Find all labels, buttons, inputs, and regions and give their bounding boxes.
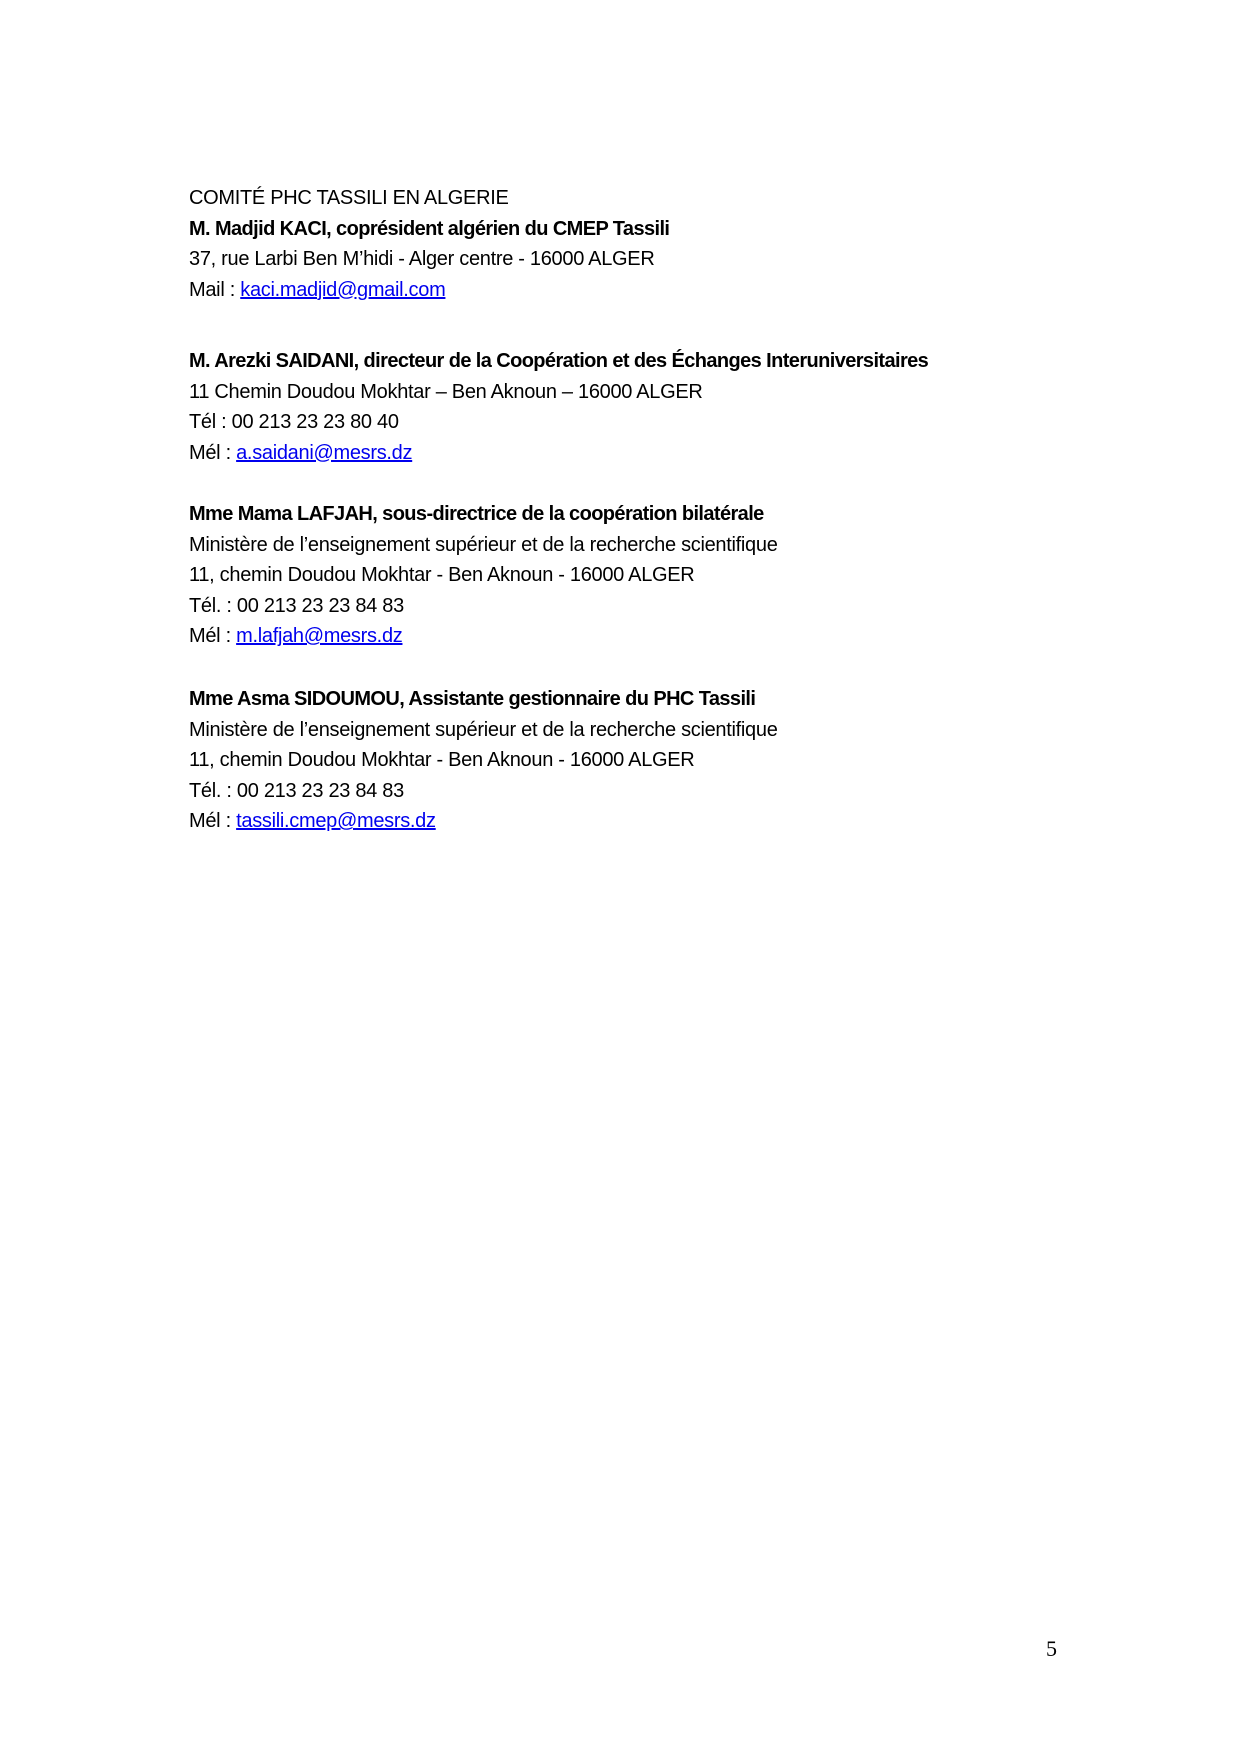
section-title: COMITÉ PHC TASSILI EN ALGERIE [189, 187, 509, 209]
contact-block [189, 684, 778, 837]
contact-address: 11, chemin Doudou Mokhtar - Ben Aknoun - 16000 ALGER [189, 564, 695, 587]
contact-mail-line [189, 806, 778, 837]
contact-phone: Tél. : 00 213 23 23 84 83 [189, 594, 404, 617]
email-link[interactable]: m.lafjah@mesrs.dz [236, 625, 403, 648]
contact-heading: M. Madjid KACI, coprésident algérien du CMEP Tassili [189, 217, 670, 240]
contact-address: 11 Chemin Doudou Mokhtar – Ben Aknoun – 16000 ALGER [189, 380, 703, 403]
contact-heading: Mme Asma SIDOUMOU, Assistante gestionnaire du PHC Tassili [189, 688, 756, 710]
contact-phone: Tél : 00 213 23 23 80 40 [189, 411, 399, 434]
contact-heading: Mme Mama LAFJAH, sous-directrice de la coopération bilatérale [189, 503, 764, 525]
page-number: 5 [1046, 1636, 1057, 1661]
contact-mail-line [189, 438, 928, 469]
contact-heading: M. Arezki SAIDANI, directeur de la Coopération et des Échanges Interuniversitaires [189, 350, 929, 372]
email-link[interactable]: a.saidani@mesrs.dz [236, 441, 413, 464]
contact-org: Ministère de l’enseignement supérieur et de la recherche scientifique [189, 533, 778, 556]
contact-mail-line [189, 275, 669, 306]
mail-label: Mél : [189, 625, 237, 648]
contact-address: 37, rue Larbi Ben M’hidi - Alger centre - 16000 ALGER [189, 248, 655, 271]
mail-label: Mél : [189, 441, 237, 464]
contact-mail-line [189, 621, 778, 652]
mail-label: Mél : [189, 810, 237, 833]
committee-section [189, 183, 669, 305]
email-link[interactable]: kaci.madjid@gmail.com [240, 278, 446, 301]
contact-phone: Tél. : 00 213 23 23 84 83 [189, 779, 404, 802]
contact-block [189, 346, 928, 468]
mail-label: Mail : [189, 278, 241, 301]
contact-address: 11, chemin Doudou Mokhtar - Ben Aknoun - 16000 ALGER [189, 749, 695, 772]
contact-org: Ministère de l’enseignement supérieur et de la recherche scientifique [189, 718, 778, 741]
email-link[interactable]: tassili.cmep@mesrs.dz [236, 810, 436, 833]
contact-block [189, 499, 778, 652]
